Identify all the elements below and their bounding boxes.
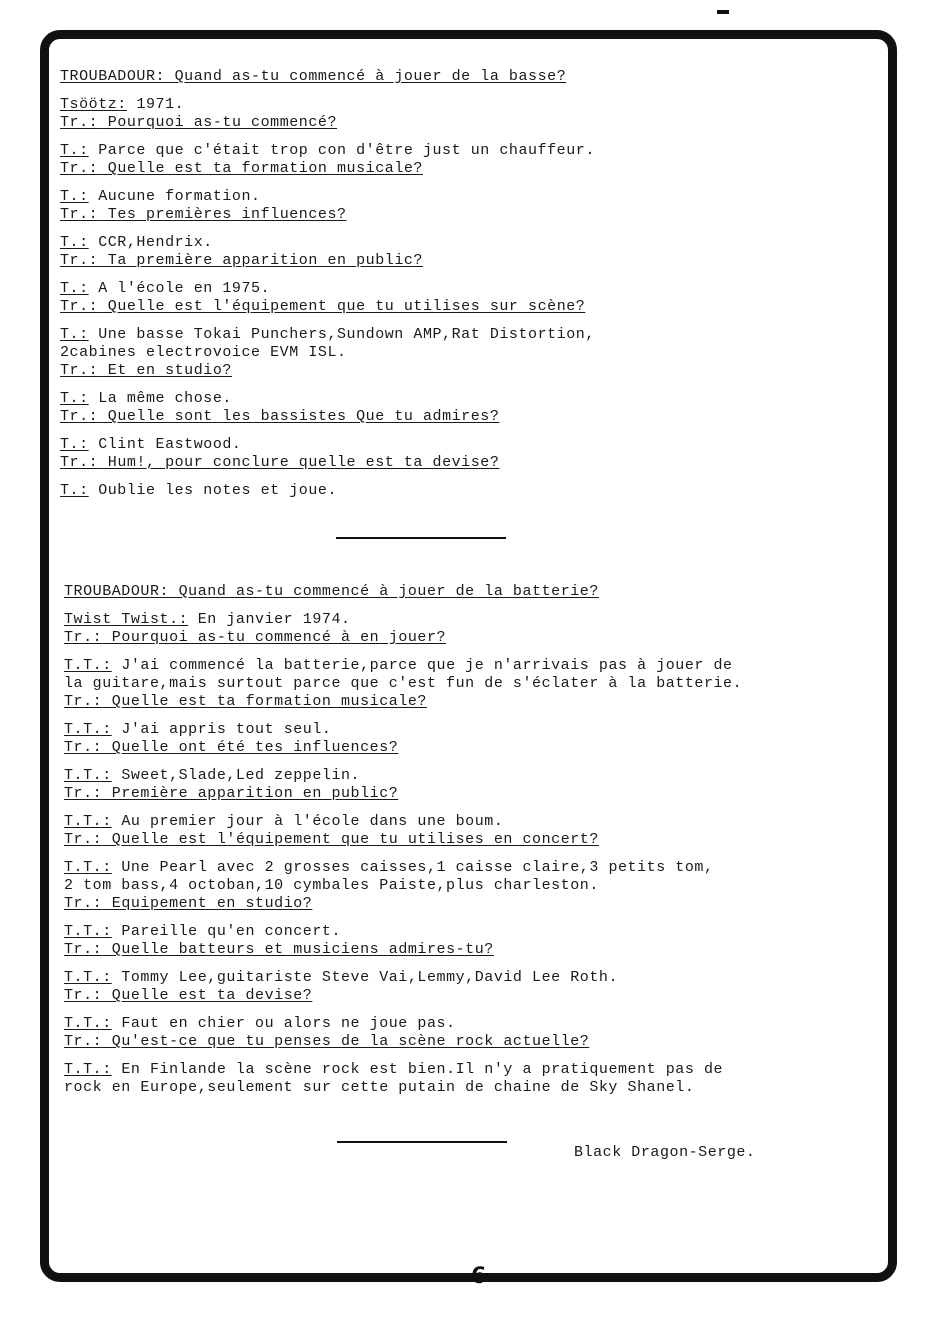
question-line: TROUBADOUR: Quand as-tu commencé à jouer de la batterie? xyxy=(64,583,599,600)
answer-line-continued: la guitare,mais surtout parce que c'est fun de s'éclater à la batterie. xyxy=(64,675,743,692)
question-line: Tr.: Quelle ont été tes influences? xyxy=(64,739,399,756)
answer-line: T.T.: Une Pearl avec 2 grosses caisses,1 caisse claire,3 petits tom, xyxy=(64,859,714,876)
answer-line: T.T.: Faut en chier ou alors ne joue pas. xyxy=(64,1015,456,1032)
question-line: Tr.: Tes premières influences? xyxy=(60,206,347,223)
question-line: TROUBADOUR: Quand as-tu commencé à jouer de la basse? xyxy=(60,68,567,85)
answer-line: T.: Une basse Tokai Punchers,Sundown AMP,Rat Distortion, xyxy=(60,326,595,343)
question-line: Tr.: Quelle est l'équipement que tu utilises sur scène? xyxy=(60,298,586,315)
interview-drums xyxy=(64,583,884,1107)
exchange xyxy=(60,280,880,316)
exchange xyxy=(64,813,884,849)
answer-line-continued: rock en Europe,seulement sur cette putain de chaine de Sky Shanel. xyxy=(64,1079,695,1096)
exchange xyxy=(64,859,884,913)
question-line: Tr.: Et en studio? xyxy=(60,362,232,379)
question-line: Tr.: Quelle est l'équipement que tu utilises en concert? xyxy=(64,831,599,848)
exchange xyxy=(60,142,880,178)
intro-question xyxy=(64,583,884,601)
answer-line: T.: CCR,Hendrix. xyxy=(60,234,213,251)
intro-question xyxy=(60,68,880,86)
exchange xyxy=(64,767,884,803)
question-line: Tr.: Quelle sont les bassistes Que tu admires? xyxy=(60,408,500,425)
answer-line: T.T.: J'ai appris tout seul. xyxy=(64,721,332,738)
answer-line: T.: Clint Eastwood. xyxy=(60,436,242,453)
exchange xyxy=(60,436,880,472)
answer-line-continued: 2cabines electrovoice EVM ISL. xyxy=(60,344,347,361)
question-line: Tr.: Hum!, pour conclure quelle est ta devise? xyxy=(60,454,500,471)
exchange xyxy=(60,326,880,380)
answer-line: T.: Parce que c'était trop con d'être just un chauffeur. xyxy=(60,142,595,159)
question-line: Tr.: Quelle est ta devise? xyxy=(64,987,313,1004)
question-line: Tr.: Qu'est-ce que tu penses de la scène rock actuelle? xyxy=(64,1033,590,1050)
answer-line: T.T.: Sweet,Slade,Led zeppelin. xyxy=(64,767,361,784)
exchange xyxy=(60,390,880,426)
final-answer xyxy=(64,1061,884,1097)
section-divider xyxy=(337,1141,507,1143)
scan-mark xyxy=(717,10,729,14)
answer-line: T.: Aucune formation. xyxy=(60,188,261,205)
author-signature: Black Dragon-Serge. xyxy=(574,1144,756,1161)
exchange xyxy=(64,923,884,959)
exchange xyxy=(64,611,884,647)
exchange xyxy=(60,234,880,270)
question-line: Tr.: Quelle est ta formation musicale? xyxy=(64,693,427,710)
answer-line: T.: A l'école en 1975. xyxy=(60,280,271,297)
question-line: Tr.: Pourquoi as-tu commencé? xyxy=(60,114,338,131)
section-divider xyxy=(336,537,506,539)
question-line: Tr.: Première apparition en public? xyxy=(64,785,399,802)
answer-line: T.T.: En Finlande la scène rock est bien.Il n'y a pratiquement pas de xyxy=(64,1061,724,1078)
answer-line: T.T.: Pareille qu'en concert. xyxy=(64,923,342,940)
answer-line: T.T.: J'ai commencé la batterie,parce que je n'arrivais pas à jouer de xyxy=(64,657,733,674)
exchange xyxy=(64,969,884,1005)
question-line: Tr.: Ta première apparition en public? xyxy=(60,252,423,269)
answer-line: T.T.: Au premier jour à l'école dans une boum. xyxy=(64,813,504,830)
answer-line: Tsöötz: 1971. xyxy=(60,96,185,113)
answer-line: T.: La même chose. xyxy=(60,390,232,407)
question-line: Tr.: Pourquoi as-tu commencé à en jouer? xyxy=(64,629,447,646)
answer-line: T.T.: Tommy Lee,guitariste Steve Vai,Lemmy,David Lee Roth. xyxy=(64,969,618,986)
answer-line: Twist Twist.: En janvier 1974. xyxy=(64,611,351,628)
exchange xyxy=(60,188,880,224)
exchange xyxy=(64,1015,884,1051)
exchange xyxy=(60,96,880,132)
exchange xyxy=(64,657,884,711)
question-line: Tr.: Equipement en studio? xyxy=(64,895,313,912)
question-line: Tr.: Quelle est ta formation musicale? xyxy=(60,160,423,177)
page-number: 6 xyxy=(471,1264,487,1289)
exchange xyxy=(64,721,884,757)
final-answer xyxy=(60,482,880,500)
question-line: Tr.: Quelle batteurs et musiciens admires-tu? xyxy=(64,941,494,958)
answer-line: T.: Oublie les notes et joue. xyxy=(60,482,337,499)
answer-line-continued: 2 tom bass,4 octoban,10 cymbales Paiste,plus charleston. xyxy=(64,877,599,894)
interview-bass xyxy=(60,68,880,510)
